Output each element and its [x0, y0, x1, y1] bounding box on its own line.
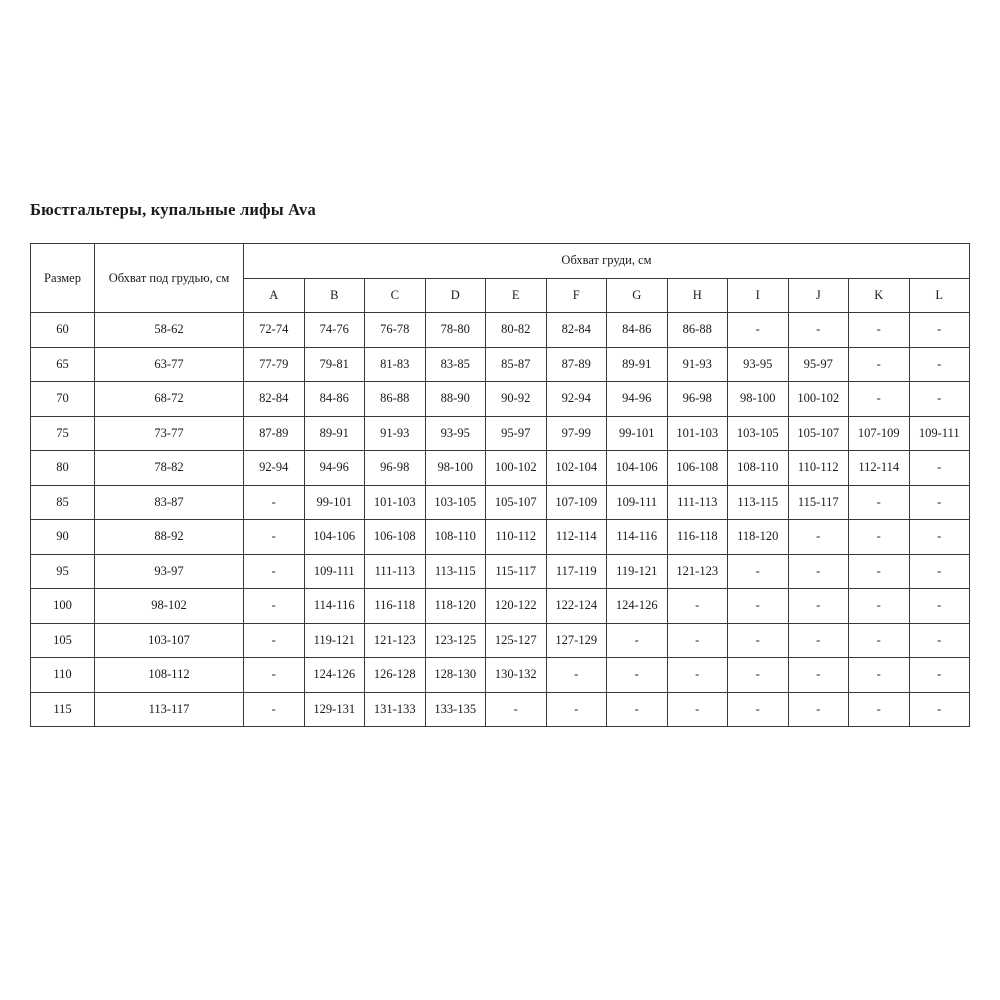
cell-bust-c: 126-128 — [365, 658, 426, 693]
cell-bust-h: - — [667, 623, 728, 658]
cell-bust-j: - — [788, 520, 849, 555]
cell-bust-i: 98-100 — [728, 382, 789, 417]
cell-bust-k: - — [849, 554, 910, 589]
cell-bust-j: - — [788, 313, 849, 348]
cell-bust-c: 96-98 — [365, 451, 426, 486]
cell-bust-e: 115-117 — [486, 554, 547, 589]
cell-underbust: 108-112 — [95, 658, 244, 693]
cell-bust-f: - — [546, 658, 607, 693]
cell-bust-d: 128-130 — [425, 658, 486, 693]
cell-bust-h: 106-108 — [667, 451, 728, 486]
cell-bust-c: 76-78 — [365, 313, 426, 348]
cell-bust-l: - — [909, 485, 970, 520]
cell-bust-l: - — [909, 520, 970, 555]
cell-bust-b: 104-106 — [304, 520, 365, 555]
header-cup-g: G — [607, 278, 668, 313]
table-row — [31, 451, 970, 486]
cell-bust-d: 88-90 — [425, 382, 486, 417]
cell-bust-a: - — [244, 589, 305, 624]
cell-bust-i: 93-95 — [728, 347, 789, 382]
cell-bust-f: 87-89 — [546, 347, 607, 382]
cell-bust-g: 114-116 — [607, 520, 668, 555]
cell-bust-l: - — [909, 623, 970, 658]
cell-bust-a: 92-94 — [244, 451, 305, 486]
cell-bust-b: 79-81 — [304, 347, 365, 382]
cell-bust-d: 83-85 — [425, 347, 486, 382]
header-cup-j: J — [788, 278, 849, 313]
cell-bust-j: - — [788, 554, 849, 589]
cell-bust-i: 118-120 — [728, 520, 789, 555]
cell-bust-h: - — [667, 589, 728, 624]
cell-underbust: 58-62 — [95, 313, 244, 348]
table-row — [31, 485, 970, 520]
cell-bust-k: - — [849, 347, 910, 382]
header-cup-c: C — [365, 278, 426, 313]
table-row — [31, 554, 970, 589]
cell-bust-i: - — [728, 554, 789, 589]
cell-bust-e: 80-82 — [486, 313, 547, 348]
header-cup-i: I — [728, 278, 789, 313]
cell-underbust: 83-87 — [95, 485, 244, 520]
table-row — [31, 658, 970, 693]
cell-bust-b: 124-126 — [304, 658, 365, 693]
cell-bust-g: - — [607, 658, 668, 693]
table-row — [31, 520, 970, 555]
cell-size: 75 — [31, 416, 95, 451]
header-cup-f: F — [546, 278, 607, 313]
cell-size: 90 — [31, 520, 95, 555]
cell-size: 65 — [31, 347, 95, 382]
cell-bust-f: 122-124 — [546, 589, 607, 624]
cell-bust-l: - — [909, 313, 970, 348]
cell-bust-c: 86-88 — [365, 382, 426, 417]
cell-bust-l: 109-111 — [909, 416, 970, 451]
cell-bust-l: - — [909, 382, 970, 417]
cell-size: 95 — [31, 554, 95, 589]
cell-underbust: 113-117 — [95, 692, 244, 727]
cell-bust-k: - — [849, 313, 910, 348]
cell-bust-a: 72-74 — [244, 313, 305, 348]
cell-bust-i: 103-105 — [728, 416, 789, 451]
cell-bust-h: - — [667, 692, 728, 727]
cell-bust-d: 78-80 — [425, 313, 486, 348]
cell-bust-h: 96-98 — [667, 382, 728, 417]
cell-bust-i: - — [728, 692, 789, 727]
cell-bust-l: - — [909, 451, 970, 486]
cell-bust-d: 133-135 — [425, 692, 486, 727]
cell-bust-g: 119-121 — [607, 554, 668, 589]
cell-bust-k: - — [849, 658, 910, 693]
cell-bust-b: 99-101 — [304, 485, 365, 520]
cell-bust-j: - — [788, 658, 849, 693]
cell-size: 100 — [31, 589, 95, 624]
cell-bust-g: 109-111 — [607, 485, 668, 520]
cell-bust-l: - — [909, 347, 970, 382]
cell-bust-g: 124-126 — [607, 589, 668, 624]
cell-bust-j: 105-107 — [788, 416, 849, 451]
cell-bust-c: 116-118 — [365, 589, 426, 624]
cell-bust-b: 89-91 — [304, 416, 365, 451]
cell-bust-k: - — [849, 589, 910, 624]
cell-bust-e: - — [486, 692, 547, 727]
cell-bust-k: - — [849, 382, 910, 417]
cell-bust-b: 74-76 — [304, 313, 365, 348]
table-header — [31, 244, 970, 313]
cell-bust-a: - — [244, 692, 305, 727]
cell-bust-a: - — [244, 520, 305, 555]
table-row — [31, 416, 970, 451]
cell-underbust: 98-102 — [95, 589, 244, 624]
cell-bust-c: 81-83 — [365, 347, 426, 382]
cell-bust-e: 130-132 — [486, 658, 547, 693]
cell-bust-a: - — [244, 485, 305, 520]
cell-bust-d: 103-105 — [425, 485, 486, 520]
cell-bust-k: 107-109 — [849, 416, 910, 451]
cell-bust-c: 91-93 — [365, 416, 426, 451]
cell-size: 80 — [31, 451, 95, 486]
cell-bust-g: - — [607, 623, 668, 658]
cell-bust-h: - — [667, 658, 728, 693]
cell-bust-e: 120-122 — [486, 589, 547, 624]
cell-bust-f: 92-94 — [546, 382, 607, 417]
header-underbust: Обхват под грудью, см — [95, 244, 244, 313]
cell-bust-a: 87-89 — [244, 416, 305, 451]
cell-bust-f: - — [546, 692, 607, 727]
cell-bust-f: 82-84 — [546, 313, 607, 348]
cell-bust-e: 100-102 — [486, 451, 547, 486]
cell-bust-d: 113-115 — [425, 554, 486, 589]
cell-underbust: 68-72 — [95, 382, 244, 417]
cell-bust-j: 110-112 — [788, 451, 849, 486]
cell-bust-k: - — [849, 623, 910, 658]
header-cup-e: E — [486, 278, 547, 313]
cell-bust-e: 125-127 — [486, 623, 547, 658]
cell-bust-h: 86-88 — [667, 313, 728, 348]
cell-bust-f: 127-129 — [546, 623, 607, 658]
cell-bust-c: 131-133 — [365, 692, 426, 727]
cell-bust-e: 85-87 — [486, 347, 547, 382]
cell-bust-g: 84-86 — [607, 313, 668, 348]
cell-bust-f: 102-104 — [546, 451, 607, 486]
cell-size: 60 — [31, 313, 95, 348]
cell-bust-j: - — [788, 589, 849, 624]
table-row — [31, 589, 970, 624]
cell-bust-b: 94-96 — [304, 451, 365, 486]
cell-bust-g: 104-106 — [607, 451, 668, 486]
table-row — [31, 623, 970, 658]
cell-bust-b: 119-121 — [304, 623, 365, 658]
cell-bust-e: 95-97 — [486, 416, 547, 451]
cell-bust-h: 121-123 — [667, 554, 728, 589]
cell-bust-l: - — [909, 589, 970, 624]
cell-bust-j: 95-97 — [788, 347, 849, 382]
cell-bust-h: 101-103 — [667, 416, 728, 451]
cell-bust-c: 111-113 — [365, 554, 426, 589]
cell-size: 110 — [31, 658, 95, 693]
header-cup-k: K — [849, 278, 910, 313]
header-cup-b: B — [304, 278, 365, 313]
cell-bust-c: 106-108 — [365, 520, 426, 555]
cell-bust-e: 90-92 — [486, 382, 547, 417]
table-row — [31, 692, 970, 727]
cell-bust-f: 117-119 — [546, 554, 607, 589]
cell-bust-b: 129-131 — [304, 692, 365, 727]
cell-size: 85 — [31, 485, 95, 520]
cell-bust-h: 111-113 — [667, 485, 728, 520]
cell-bust-i: 108-110 — [728, 451, 789, 486]
cell-underbust: 78-82 — [95, 451, 244, 486]
cell-bust-a: - — [244, 554, 305, 589]
cell-bust-b: 84-86 — [304, 382, 365, 417]
cell-bust-j: 115-117 — [788, 485, 849, 520]
cell-underbust: 63-77 — [95, 347, 244, 382]
cell-bust-a: - — [244, 658, 305, 693]
header-size: Размер — [31, 244, 95, 313]
cell-bust-i: - — [728, 623, 789, 658]
cell-bust-f: 107-109 — [546, 485, 607, 520]
table-row — [31, 313, 970, 348]
cell-bust-d: 98-100 — [425, 451, 486, 486]
cell-bust-a: - — [244, 623, 305, 658]
cell-bust-a: 77-79 — [244, 347, 305, 382]
cell-bust-k: 112-114 — [849, 451, 910, 486]
header-cup-a: A — [244, 278, 305, 313]
cell-bust-c: 121-123 — [365, 623, 426, 658]
cell-bust-f: 112-114 — [546, 520, 607, 555]
cell-bust-k: - — [849, 692, 910, 727]
cell-bust-k: - — [849, 485, 910, 520]
cell-bust-g: 99-101 — [607, 416, 668, 451]
cell-bust-d: 108-110 — [425, 520, 486, 555]
cell-bust-b: 114-116 — [304, 589, 365, 624]
cell-bust-g: 94-96 — [607, 382, 668, 417]
cell-underbust: 88-92 — [95, 520, 244, 555]
cell-bust-l: - — [909, 692, 970, 727]
cell-bust-d: 93-95 — [425, 416, 486, 451]
cell-bust-i: - — [728, 589, 789, 624]
header-bust-group: Обхват груди, см — [244, 244, 970, 279]
cell-bust-h: 91-93 — [667, 347, 728, 382]
cell-bust-b: 109-111 — [304, 554, 365, 589]
cell-bust-c: 101-103 — [365, 485, 426, 520]
cell-bust-j: - — [788, 692, 849, 727]
cell-bust-g: - — [607, 692, 668, 727]
size-chart-container — [30, 243, 970, 727]
cell-bust-e: 110-112 — [486, 520, 547, 555]
table-row — [31, 382, 970, 417]
cell-bust-e: 105-107 — [486, 485, 547, 520]
header-cup-d: D — [425, 278, 486, 313]
cell-underbust: 103-107 — [95, 623, 244, 658]
cell-size: 115 — [31, 692, 95, 727]
table-body — [31, 313, 970, 727]
header-cup-l: L — [909, 278, 970, 313]
cell-size: 105 — [31, 623, 95, 658]
table-row — [31, 347, 970, 382]
cell-bust-d: 118-120 — [425, 589, 486, 624]
cell-size: 70 — [31, 382, 95, 417]
cell-bust-i: - — [728, 658, 789, 693]
table-header-row-group — [31, 244, 970, 279]
cell-bust-l: - — [909, 554, 970, 589]
cell-bust-a: 82-84 — [244, 382, 305, 417]
cell-underbust: 93-97 — [95, 554, 244, 589]
cell-bust-l: - — [909, 658, 970, 693]
cell-bust-f: 97-99 — [546, 416, 607, 451]
cell-bust-i: 113-115 — [728, 485, 789, 520]
cell-bust-j: 100-102 — [788, 382, 849, 417]
cell-bust-j: - — [788, 623, 849, 658]
cell-bust-k: - — [849, 520, 910, 555]
page-title: Бюстгальтеры, купальные лифы Ava — [30, 200, 316, 219]
cell-bust-h: 116-118 — [667, 520, 728, 555]
cell-underbust: 73-77 — [95, 416, 244, 451]
size-chart-table — [30, 243, 970, 727]
cell-bust-g: 89-91 — [607, 347, 668, 382]
cell-bust-i: - — [728, 313, 789, 348]
header-cup-h: H — [667, 278, 728, 313]
cell-bust-d: 123-125 — [425, 623, 486, 658]
